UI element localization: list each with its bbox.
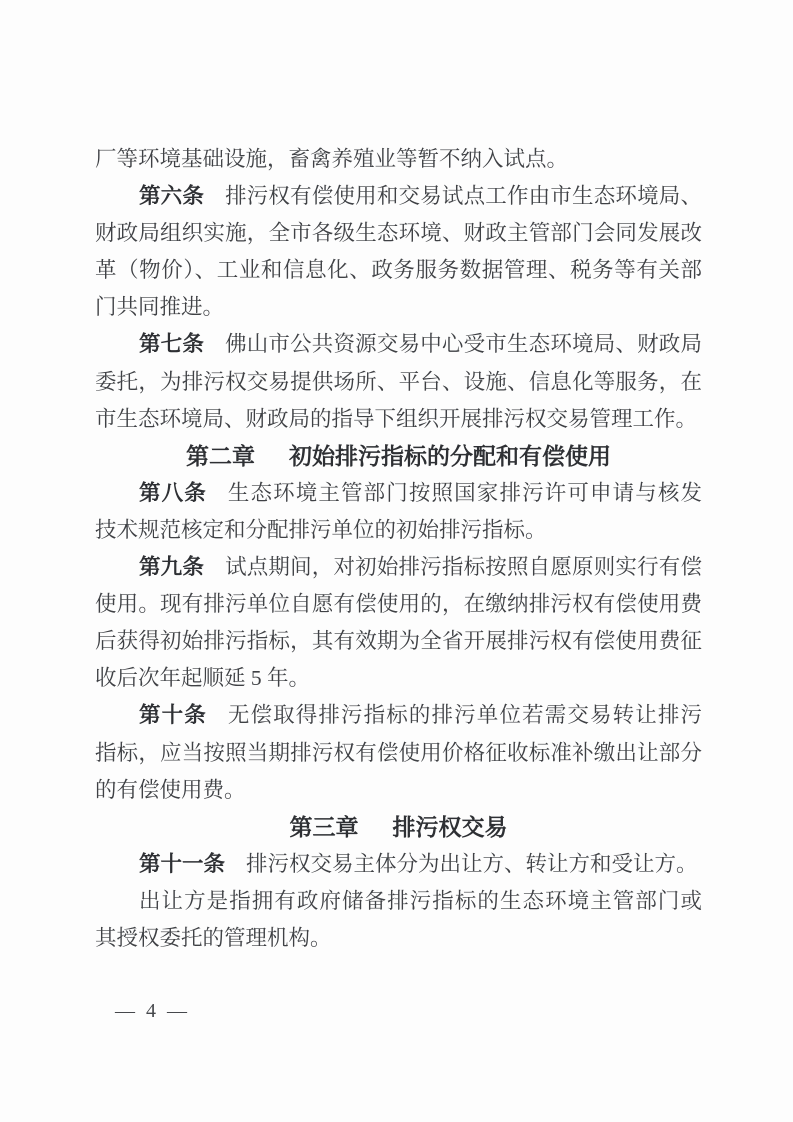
line-text: 的有偿使用费。 [95,777,246,802]
line-text: 委托，为排污权交易提供场所、平台、设施、信息化等服务，在 [95,369,702,394]
text-line [95,846,702,883]
line-text: 使用。现有排污单位自愿有偿使用的，在缴纳排污权有偿使用费 [95,592,702,617]
chapter-title: 初始排污指标的分配和有偿使用 [289,443,611,469]
line-text: 财政局组织实施，全市各级生态环境、财政主管部门会同发展改 [95,221,702,246]
text-line [95,660,702,697]
article-number: 第六条 [139,184,205,209]
line-text: 后获得初始排污指标，其有效期为全省开展排污权有偿使用费征 [95,629,702,654]
line-text: 排污权交易主体分为出让方、转让方和受让方。 [246,851,698,876]
line-text: 革（物价）、工业和信息化、政务服务数据管理、税务等有关部 [95,258,702,283]
chapter-number: 第二章 [186,443,255,469]
text-line [95,252,702,289]
page-number: — 4 — [115,1000,190,1022]
chapter-title: 排污权交易 [392,814,508,840]
line-text: 试点期间，对初始排污指标按照自愿原则实行有偿 [225,555,702,580]
article-number: 第八条 [139,480,207,505]
line-text: 市生态环境局、财政局的指导下组织开展排污权交易管理工作。 [95,406,698,431]
article-number: 第十条 [139,703,207,728]
text-line [95,920,702,957]
line-text: 其授权委托的管理机构。 [95,925,332,950]
text-line [95,326,702,363]
line-text: 门共同推进。 [95,295,225,320]
text-line [95,401,702,438]
text-line [95,178,702,215]
text-line [95,289,702,326]
text-line [95,141,702,178]
text-line [95,215,702,252]
line-text: 出让方是指拥有政府储备排污指标的生态环境主管部门或 [139,888,702,913]
article-number: 第十一条 [139,851,226,876]
text-line [95,549,702,586]
text-line [95,735,702,772]
text-line [95,364,702,401]
text-line [95,512,702,549]
article-number: 第七条 [139,332,205,357]
text-line [95,883,702,920]
text-line [95,475,702,512]
document-body [95,141,702,957]
line-text: 技术规范核定和分配排污单位的初始排污指标。 [95,517,547,542]
line-text: 生态环境主管部门按照国家排污许可申请与核发 [227,480,702,505]
chapter-heading [95,438,702,475]
line-text: 厂等环境基础设施，畜禽养殖业等暂不纳入试点。 [95,147,569,171]
line-text: 指标，应当按照当期排污权有偿使用价格征收标准补缴出让部分 [95,740,702,765]
line-text: 收后次年起顺延 5 年。 [95,666,311,691]
text-line [95,623,702,660]
text-line [95,586,702,623]
chapter-number: 第三章 [289,814,359,840]
article-number: 第九条 [139,555,205,580]
line-text: 佛山市公共资源交易中心受市生态环境局、财政局 [225,332,702,357]
line-text: 排污权有偿使用和交易试点工作由市生态环境局、 [225,184,702,209]
text-line [95,697,702,734]
line-text: 无偿取得排污指标的排污单位若需交易转让排污 [227,703,702,728]
text-line [95,772,702,809]
chapter-heading [95,809,702,846]
